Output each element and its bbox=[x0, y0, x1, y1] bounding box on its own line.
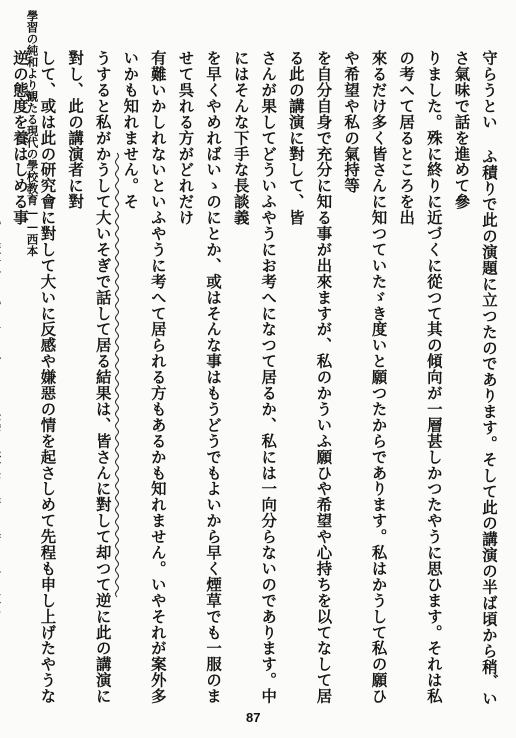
text-line: うすると私がかうして大いそぎで話して居る結果は、皆さんに對して却つて逆に此の講演に對し、此の講演者に對 bbox=[66, 50, 112, 704]
text-line: 有難いかしれないといふやうに考へて居られる方もあるかも知れません。いやそれが案外多いかも知れません。そ bbox=[121, 50, 167, 704]
text-line: 來るだけ多く皆さんに知つていたゞき度いと願つたからであります。私はかうして私の願ひや希望や私の氣持等 bbox=[342, 50, 388, 704]
running-head: 學習の純和より観たる現代の學校教育——西本 bbox=[25, 10, 40, 257]
paragraph bbox=[0, 50, 502, 710]
wavy-section-rule bbox=[112, 153, 122, 593]
text-line: 守らうとい ふ積りで此の演題に立つたのであります。そして此の講演の半ば頃から稍 ゙いさ氣味で話を進めて參 bbox=[452, 50, 498, 707]
text-line bbox=[0, 50, 5, 710]
page-number: 87 bbox=[246, 710, 261, 725]
text-line: を自分自身で充分に知る事が出來ますが、私のかういふ願ひや希望や心持ちを以てなして居る此の講演に對して、皆 bbox=[286, 50, 333, 704]
text-line: して、或は此の研究會に對して大いに反感や嫌惡の情を起さしめて先程も申し上げたやうな逆の態度を養はしめる事 bbox=[10, 50, 57, 704]
text-line: さんが果してどういふやうにお考へになつて居るか、私には一向分らないのであります。中にはそんな下手な長談義 bbox=[231, 50, 278, 704]
text-line: を早くやめればいゝのにとか、或はそんな事はもうどうでもよいから早く煙草でも一服のませて呉れる方がどれだけ bbox=[176, 50, 223, 704]
text-line: りました。殊に終りに近づくに從つて其の傾向が一層甚しかつたやうに思ひます。それは私の考へて居るところを出 bbox=[397, 50, 443, 704]
